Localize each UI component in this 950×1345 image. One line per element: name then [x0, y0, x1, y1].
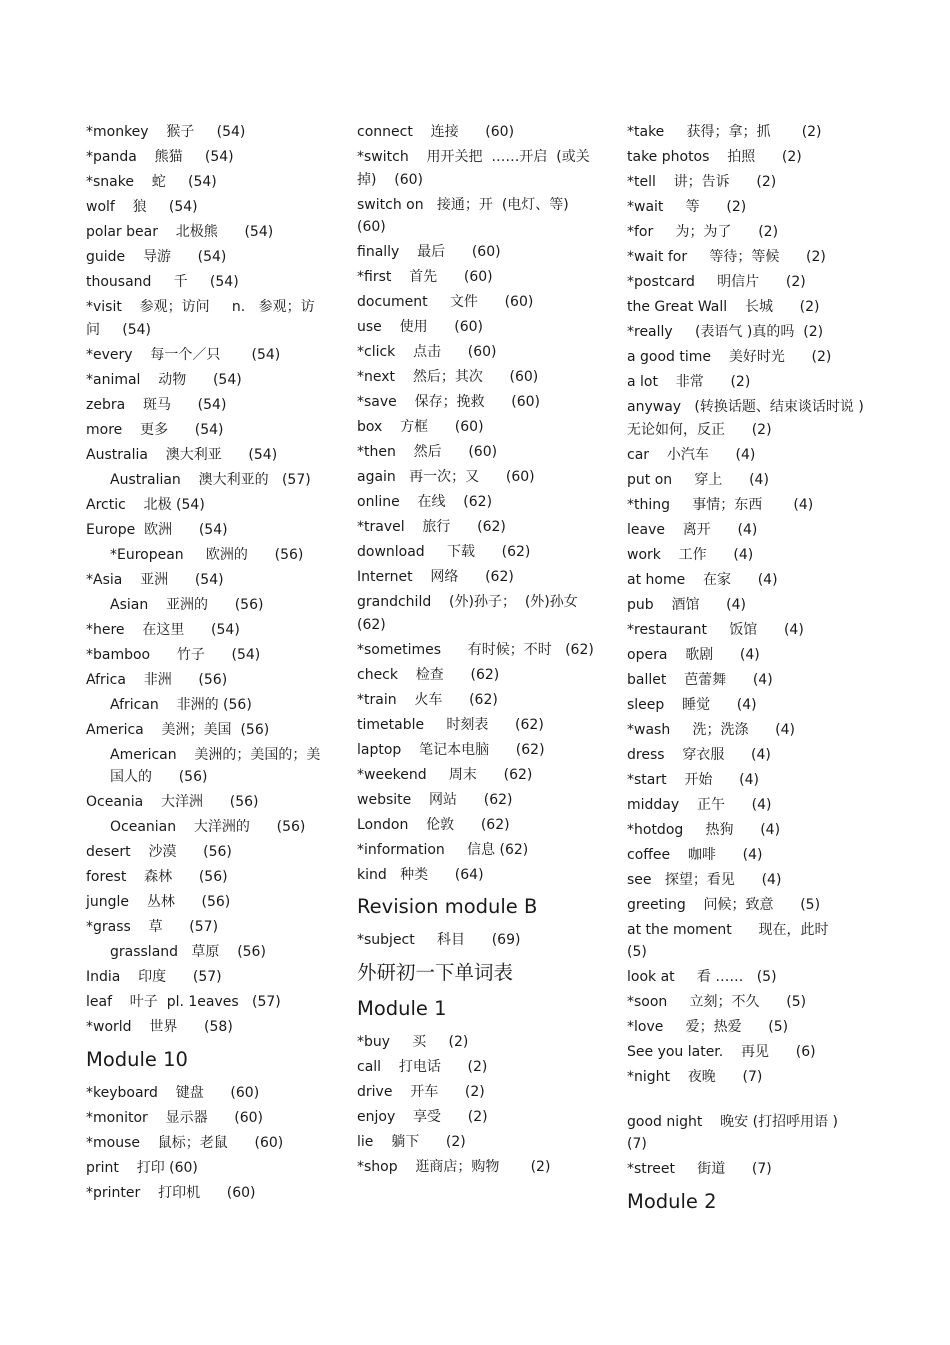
vocab-entry: *information 信息 (62) [357, 841, 529, 858]
vocab-entry: *wait 等 (2) [627, 199, 747, 215]
vocab-entry: *wait for 等待；等候 (2) [627, 249, 826, 265]
vocab-entry: *night 夜晚 (7) [627, 1069, 763, 1085]
vocab-entry: box 方框 (60) [357, 419, 484, 435]
vocab-entry: grassland 草原 (56) [110, 944, 266, 960]
vocab-entry: good night 晚安 (打招呼用语 ) (7) [627, 1113, 852, 1152]
vocab-entry: *world 世界 (58) [86, 1019, 233, 1035]
vocab-entry: Europe 欧洲 (54) [86, 521, 228, 538]
vocab-entry: leaf 叶子 pl. 1eaves (57) [86, 994, 281, 1010]
vocab-entry: London 伦敦 (62) [357, 816, 510, 833]
section-heading: 外研初一下单词表 [357, 960, 514, 984]
vocab-entry: work 工作 (4) [627, 546, 754, 563]
vocab-entry: zebra 斑马 (54) [86, 396, 227, 413]
vocab-entry: Australia 澳大利亚 (54) [86, 446, 278, 463]
vocab-entry: *street 街道 (7) [627, 1161, 772, 1177]
vocab-entry: *every 每一个／只 (54) [86, 346, 281, 363]
vocab-entry: midday 正午 (4) [627, 796, 772, 813]
vocab-entry: call 打电话 (2) [357, 1058, 488, 1075]
vocab-entry: Arctic 北极 (54) [86, 496, 205, 513]
vocab-entry: greeting 问候；致意 (5) [627, 896, 821, 913]
vocab-entry: *here 在这里 (54) [86, 621, 240, 638]
section-heading: Module 1 [357, 996, 447, 1020]
vocab-entry: the Great Wall 长城 (2) [627, 299, 820, 315]
vocab-entry: India 印度 (57) [86, 969, 222, 985]
vocab-entry: online 在线 (62) [357, 494, 493, 510]
vocab-entry: *snake 蛇 (54) [86, 174, 217, 190]
vocab-entry: Oceanian 大洋洲的 (56) [110, 819, 306, 835]
vocab-entry: desert 沙漠 (56) [86, 844, 232, 860]
vocab-entry: wolf 狼 (54) [86, 199, 198, 215]
vocab-entry: *grass 草 (57) [86, 919, 219, 935]
vocab-entry: *save 保存；挽救 (60) [357, 394, 541, 410]
vocab-entry: *subject 科目 (69) [357, 932, 521, 948]
vocab-entry: *keyboard 键盘 (60) [86, 1084, 260, 1101]
vocab-entry: *printer 打印机 (60) [86, 1184, 256, 1201]
vocab-entry: pub 酒馆 (4) [627, 596, 746, 613]
vocab-entry: opera 歌剧 (4) [627, 646, 760, 663]
vocab-entry: Africa 非洲 (56) [86, 671, 228, 688]
vocab-entry: a lot 非常 (2) [627, 374, 751, 390]
vocab-entry: put on 穿上 (4) [627, 471, 769, 488]
vocab-entry: *postcard 明信片 (2) [627, 274, 806, 290]
vocab-entry: *then 然后 (60) [357, 444, 498, 460]
vocab-entry: *wash 洗；洗涤 (4) [627, 721, 795, 738]
vocab-entry: more 更多 (54) [86, 421, 224, 438]
vocab-entry: sleep 睡觉 (4) [627, 696, 757, 713]
vocab-entry: anyway (转换话题、结束谈话时说 )无论如何，反正 (2) [627, 399, 864, 438]
vocab-entry: *tell 讲；告诉 (2) [627, 174, 777, 190]
vocab-entry: guide 导游 (54) [86, 249, 227, 265]
word-column-3 [627, 121, 867, 1224]
vocab-entry: enjoy 享受 (2) [357, 1108, 488, 1125]
vocab-entry: *take 获得；拿；抓 (2) [627, 124, 822, 140]
vocab-entry: drive 开车 (2) [357, 1083, 485, 1100]
vocab-entry: *train 火车 (62) [357, 691, 498, 708]
vocab-entry: timetable 时刻表 (62) [357, 716, 544, 733]
vocab-entry: *sometimes 有时候；不时 (62) [357, 641, 594, 658]
vocab-entry: take photos 拍照 (2) [627, 149, 802, 165]
vocab-entry: See you later. 再见 (6) [627, 1044, 816, 1060]
vocab-entry: *hotdog 热狗 (4) [627, 821, 781, 838]
vocab-entry: *monkey 猴子 (54) [86, 124, 246, 140]
vocab-entry: *first 首先 (60) [357, 269, 493, 285]
vocab-entry: coffee 咖啡 (4) [627, 846, 763, 863]
vocab-entry: look at 看 …… (5) [627, 969, 777, 985]
vocab-entry: *for 为；为了 (2) [627, 224, 779, 240]
vocab-entry: dress 穿衣服 (4) [627, 746, 771, 763]
vocab-entry: American 美洲的；美国的；美国人的 (56) [110, 746, 321, 785]
vocab-entry: see 探望；看见 (4) [627, 871, 782, 888]
vocab-entry: ballet 芭蕾舞 (4) [627, 671, 773, 688]
vocab-entry: finally 最后 (60) [357, 244, 501, 260]
vocab-entry: Internet 网络 (62) [357, 569, 514, 585]
vocab-entry: use 使用 (60) [357, 319, 484, 335]
vocab-entry: website 网站 (62) [357, 791, 513, 808]
vocab-entry: *click 点击 (60) [357, 344, 497, 360]
vocab-entry: *monitor 显示器 (60) [86, 1109, 264, 1126]
vocab-entry: *animal 动物 (54) [86, 371, 242, 388]
vocab-entry: grandchild (外)孙子； (外)孙女 (62) [357, 594, 596, 633]
vocab-entry: switch on 接通；开 (电灯、等) (60) [357, 196, 587, 235]
vocab-entry: polar bear 北极熊 (54) [86, 224, 274, 240]
vocab-entry: leave 离开 (4) [627, 521, 758, 538]
vocab-entry: *soon 立刻；不久 (5) [627, 994, 807, 1010]
vocab-entry: car 小汽车 (4) [627, 446, 756, 463]
vocab-entry: Australian 澳大利亚的 (57) [110, 471, 311, 488]
vocab-entry: thousand 千 (54) [86, 274, 239, 290]
vocab-entry: America 美洲；美国 (56) [86, 721, 270, 738]
vocab-entry: *mouse 鼠标；老鼠 (60) [86, 1134, 284, 1151]
section-heading: Module 10 [86, 1047, 188, 1071]
vocab-entry: Oceania 大洋洲 (56) [86, 794, 259, 810]
word-column-2 [357, 121, 597, 1181]
vocab-entry: jungle 丛林 (56) [86, 894, 231, 910]
vocab-entry: *shop 逛商店；购物 (2) [357, 1158, 551, 1175]
vocab-entry: a good time 美好时光 (2) [627, 349, 832, 365]
vocab-entry: Asian 亚洲的 (56) [110, 596, 264, 613]
vocab-entry: *restaurant 饭馆 (4) [627, 621, 804, 638]
vocab-entry: *bamboo 竹子 (54) [86, 646, 261, 663]
vocab-entry: download 下载 (62) [357, 544, 531, 560]
vocab-entry: *European 欧洲的 (56) [110, 546, 304, 563]
vocab-entry: *travel 旅行 (62) [357, 519, 506, 535]
vocab-entry: connect 连接 (60) [357, 124, 515, 140]
vocab-entry: document 文件 (60) [357, 294, 534, 310]
vocab-entry: African 非洲的 (56) [110, 696, 252, 713]
vocab-entry: again 再一次；又 (60) [357, 469, 535, 485]
vocab-entry: print 打印 (60) [86, 1159, 198, 1176]
vocab-entry: *thing 事情；东西 (4) [627, 496, 814, 513]
vocab-entry: *weekend 周末 (62) [357, 766, 533, 783]
vocab-entry: *buy 买 (2) [357, 1033, 469, 1050]
vocab-entry: *really (表语气 )真的吗 (2) [627, 324, 824, 340]
vocab-entry: lie 躺下 (2) [357, 1133, 466, 1150]
vocab-entry: at the moment 现在，此时 (5) [627, 921, 860, 960]
word-column-1 [86, 121, 326, 1207]
section-heading: Module 2 [627, 1189, 717, 1213]
vocab-entry: check 检查 (62) [357, 666, 500, 683]
vocab-entry: *panda 熊猫 (54) [86, 149, 234, 165]
vocab-entry: forest 森林 (56) [86, 869, 228, 885]
vocab-entry: *Asia 亚洲 (54) [86, 571, 224, 588]
vocab-entry: laptop 笔记本电脑 (62) [357, 741, 545, 758]
vocab-entry: *love 爱；热爱 (5) [627, 1019, 789, 1035]
vocab-entry: kind 种类 (64) [357, 866, 484, 883]
vocab-entry: *start 开始 (4) [627, 771, 759, 788]
vocab-entry: *next 然后；其次 (60) [357, 369, 539, 385]
section-heading: Revision module B [357, 895, 538, 918]
vocab-entry: *visit 参观；访问 n. 参观；访问 (54) [86, 299, 315, 338]
vocab-entry: *switch 用开关把 ……开启 (或关掉) (60) [357, 149, 590, 188]
vocab-entry: at home 在家 (4) [627, 571, 778, 588]
